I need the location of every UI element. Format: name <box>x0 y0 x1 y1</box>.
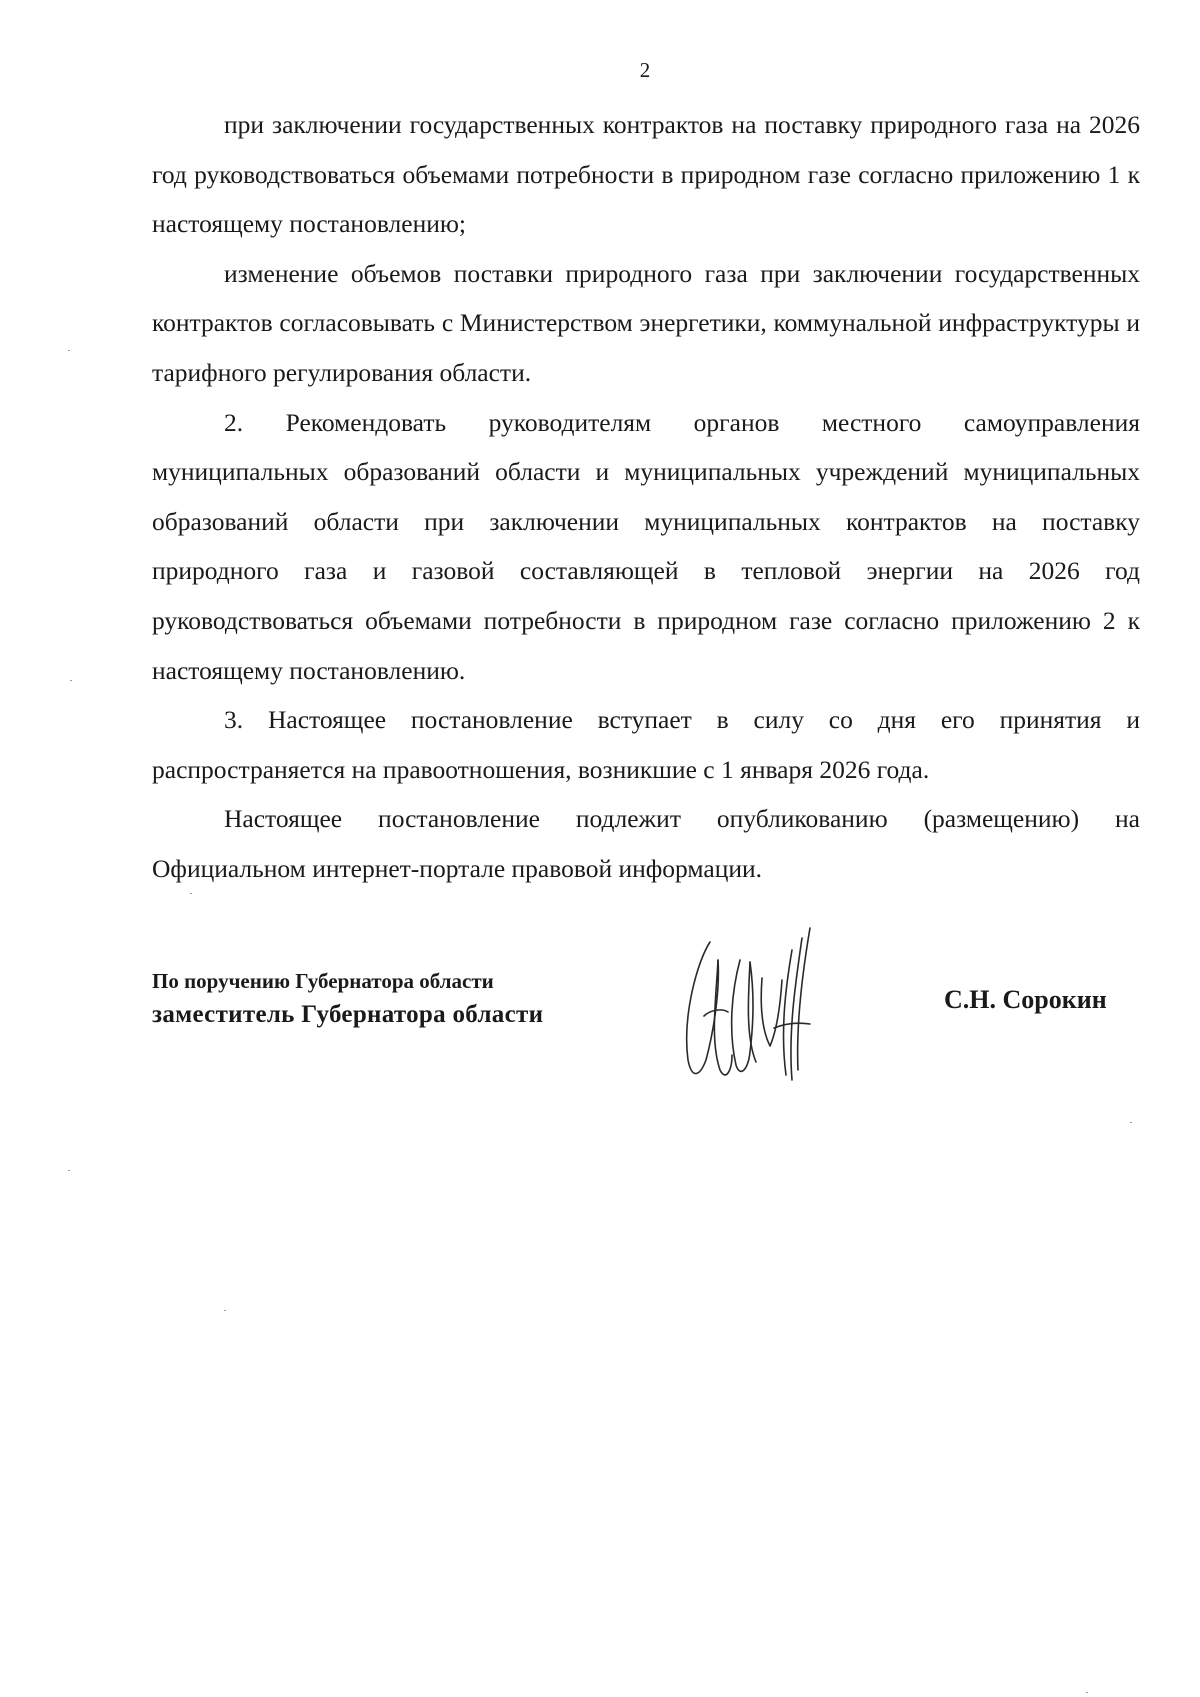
signatory-title-line2: заместитель Губернатора области <box>152 1001 544 1028</box>
paragraph-volume-changes: изменение объемов поставки природного газа при заключении государственных контрактов согласовывать с Министерством энергетики, коммунальной инфраструктуры и тарифного регулирования области. <box>152 258 1140 387</box>
signatory-name: С.Н. Сорокин <box>944 985 1107 1014</box>
signatory-title <box>152 966 543 1034</box>
scan-speck <box>1130 1122 1132 1123</box>
scan-speck <box>190 893 192 894</box>
document-body <box>152 100 1140 894</box>
scan-speck <box>68 1170 70 1171</box>
paragraph-gas-contracts: при заключении государственных контрактов на поставку природного газа на 2026 год руководствоваться объемами потребности в природном газе согласно приложению 1 к настоящему постановлению; <box>152 110 1140 239</box>
scan-speck <box>68 350 70 351</box>
handwritten-signature <box>670 920 860 1090</box>
paragraph-item-3: 3. Настоящее постановление вступает в силу со дня его принятия и распространяется на правоотношения, возникшие с 1 января 2026 года. <box>152 705 1140 784</box>
scan-speck <box>224 1310 226 1311</box>
paragraph-item-2: 2. Рекомендовать руководителям органов местного самоуправления муниципальных образований области и муниципальных учреждений муниципальных образований области при заключении муниципальных контрактов на поставку природного газа и газовой составляющей в тепловой энергии на 2026 год руководствоваться объемами потребности в природном газе согласно приложению 2 к настоящему постановлению. <box>152 407 1140 685</box>
paragraph-publication: Настоящее постановление подлежит опубликованию (размещению) на Официальном интернет-портале правовой информации. <box>152 804 1140 883</box>
scan-speck <box>1086 1692 1088 1693</box>
page-number: 2 <box>639 58 651 82</box>
signatory-title-line1: По поручению Губернатора области <box>152 969 494 993</box>
scan-speck <box>70 680 72 681</box>
